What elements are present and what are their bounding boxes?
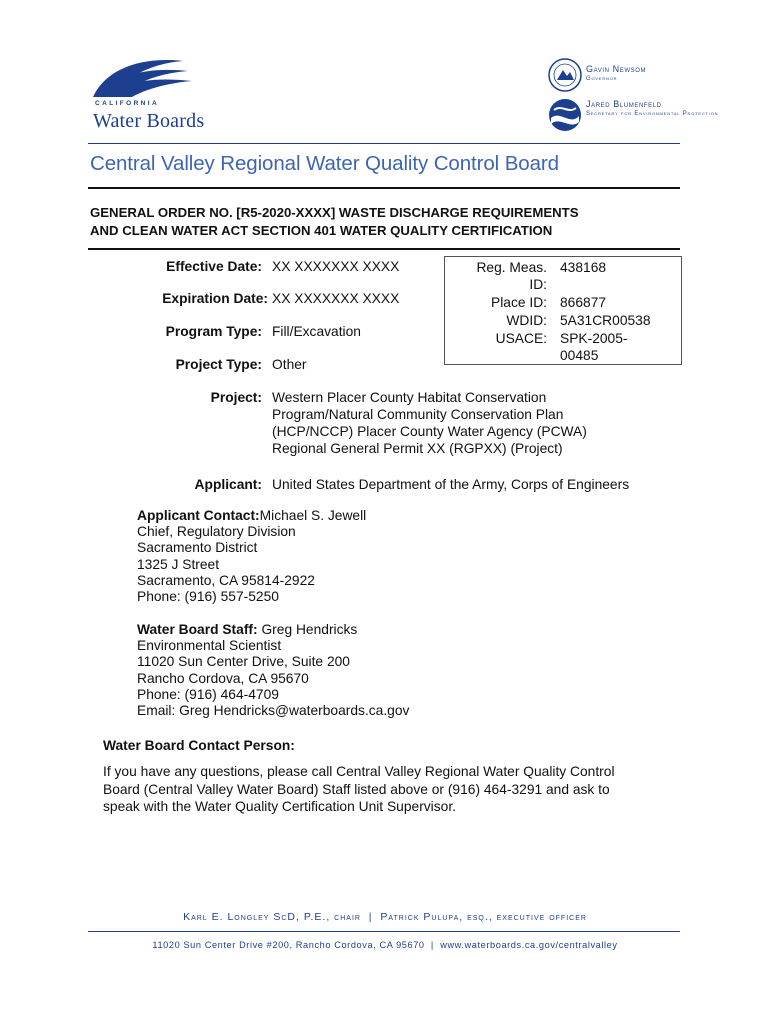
project-line: Program/Natural Community Conservation Plan <box>272 407 564 422</box>
applicant-contact-line: 1325 J Street <box>137 556 220 572</box>
title-divider <box>88 187 680 189</box>
header-divider <box>88 143 680 144</box>
order-title-line: GENERAL ORDER NO. [R5-2020-XXXX] WASTE DISCHARGE REQUIREMENTS <box>90 205 579 220</box>
usace-value: SPK-2005- <box>560 331 628 346</box>
footer-divider <box>88 931 680 932</box>
project-type-label: Project Type: <box>175 357 262 372</box>
place-id-value: 866877 <box>560 295 607 310</box>
expiration-date-label: Expiration Date: <box>162 291 268 306</box>
effective-date-value: XX XXXXXXX XXXX <box>272 259 400 274</box>
place-id-label: Place ID: <box>491 295 547 310</box>
project-line: Regional General Permit XX (RGPXX) (Project) <box>272 441 563 456</box>
order-title-line: AND CLEAN WATER ACT SECTION 401 WATER QUALITY CERTIFICATION <box>90 223 553 238</box>
applicant-label: Applicant: <box>194 477 262 492</box>
project-description <box>272 389 672 457</box>
applicant-contact-name: Michael S. Jewell <box>259 508 367 523</box>
secretary-title: Secretary for Environmental Protection <box>586 111 719 117</box>
calepa-logo-icon <box>548 98 582 132</box>
secretary-block <box>586 99 718 119</box>
order-divider <box>88 248 680 250</box>
contact-person-line: If you have any questions, please call Central Valley Regional Water Quality Control <box>103 764 615 779</box>
applicant-contact-line: Sacramento District <box>137 540 258 556</box>
program-type-label: Program Type: <box>165 324 262 339</box>
applicant-contact-line: Sacramento, CA 95814-2922 <box>137 572 315 588</box>
board-staff-name: Greg Hendricks <box>261 622 358 637</box>
project-type-value: Other <box>272 357 307 372</box>
reg-meas-label: Reg. Meas. <box>476 260 547 275</box>
applicant-contact-line: Chief, Regulatory Division <box>137 524 296 540</box>
project-line: Western Placer County Habitat Conservation <box>272 390 547 405</box>
footer-address: 11020 Sun Center Drive #200, Rancho Cordova, CA 95670 | www.waterboards.ca.gov/centralvalley <box>152 940 618 950</box>
governor-title: Governor <box>586 76 618 82</box>
board-staff-line: Phone: (916) 464-4709 <box>137 686 279 702</box>
governor-block <box>586 64 646 84</box>
board-staff-block <box>137 622 657 719</box>
footer-officers: Karl E. Longley ScD, P.E., chair | Patrick Pulupa, esq., executive officer <box>183 911 587 923</box>
governor-name: Gavin Newsom <box>586 64 647 74</box>
logo-name-text: Water Boards <box>93 110 205 132</box>
usace-label: USACE: <box>495 331 547 346</box>
board-staff-line: Environmental Scientist <box>137 638 282 654</box>
board-staff-line: Email: Greg Hendricks@waterboards.ca.gov <box>137 703 410 719</box>
reg-meas-label-cont: ID: <box>529 277 547 292</box>
reg-meas-value: 438168 <box>560 260 607 275</box>
logo-state-text: CALIFORNIA <box>95 100 160 107</box>
board-staff-line: Rancho Cordova, CA 95670 <box>137 670 309 686</box>
project-label: Project: <box>210 390 262 405</box>
registration-box <box>444 256 682 365</box>
contact-person-text <box>103 763 683 816</box>
effective-date-label: Effective Date: <box>166 259 262 274</box>
secretary-name: Jared Blumenfeld <box>586 99 662 109</box>
expiration-date-value: XX XXXXXXX XXXX <box>272 291 400 306</box>
page-title: Central Valley Regional Water Quality Control Board <box>90 152 559 175</box>
contact-person-heading: Water Board Contact Person: <box>103 738 295 753</box>
state-seal-icon <box>548 58 582 92</box>
board-staff-line: 11020 Sun Center Drive, Suite 200 <box>137 654 350 670</box>
wdid-value: 5A31CR00538 <box>560 313 651 328</box>
applicant-contact-label: Applicant Contact: <box>137 508 260 523</box>
board-staff-label: Water Board Staff: <box>137 622 258 637</box>
contact-person-line: speak with the Water Quality Certification Unit Supervisor. <box>103 799 456 814</box>
applicant-contact-block <box>137 508 657 605</box>
applicant-contact-line: Phone: (916) 557-5250 <box>137 589 279 605</box>
applicant-value: United States Department of the Army, Corps of Engineers <box>272 477 630 492</box>
usace-value-cont: 00485 <box>560 348 599 363</box>
project-line: (HCP/NCCP) Placer County Water Agency (PCWA) <box>272 424 587 439</box>
order-title <box>90 204 680 240</box>
wdid-label: WDID: <box>506 313 547 328</box>
program-type-value: Fill/Excavation <box>272 324 361 339</box>
contact-person-line: Board (Central Valley Water Board) Staff listed above or (916) 464-3291 and ask to <box>103 781 610 797</box>
